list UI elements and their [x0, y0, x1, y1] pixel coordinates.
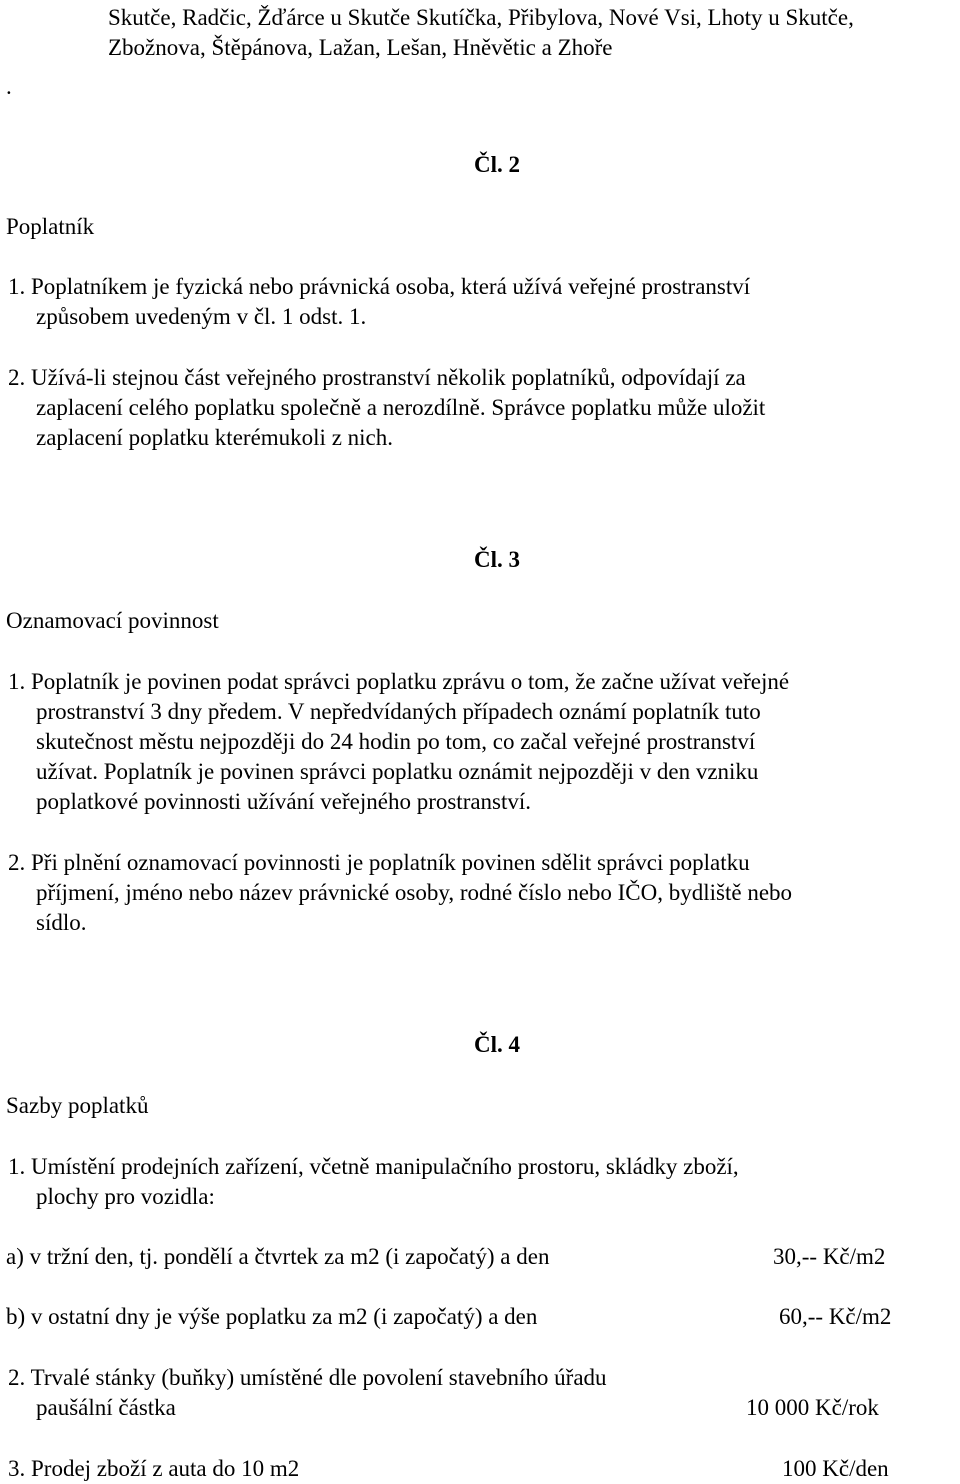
rate-2-value: 10 000 Kč/rok	[746, 1395, 879, 1420]
paragraph-line: sídlo.	[36, 910, 87, 935]
rate-2-label	[8, 1363, 607, 1423]
rate-3-value: 100 Kč/den	[782, 1456, 889, 1481]
paragraph-line: zaplacení poplatku kterémukoli z nich.	[36, 425, 394, 450]
article-3-heading: Čl. 3	[474, 547, 520, 572]
article-3-paragraph-1	[8, 667, 789, 817]
paragraph-line: 1. Umístění prodejních zařízení, včetně manipulačního prostoru, skládky zboží,	[8, 1154, 739, 1179]
intro-text	[108, 3, 854, 63]
rate-a-value: 30,-- Kč/m2	[773, 1244, 886, 1269]
article-4-heading: Čl. 4	[474, 1032, 520, 1057]
paragraph-line: poplatkové povinnosti užívání veřejného prostranství.	[36, 789, 532, 814]
intro-line-1: Skutče, Radčic, Žďárce u Skutče Skutíčka, Přibylova, Nové Vsi, Lhoty u Skutče,	[108, 5, 854, 30]
article-4-title: Sazby poplatků	[6, 1093, 149, 1118]
stray-dot: .	[6, 74, 12, 99]
article-2-paragraph-2	[8, 363, 765, 453]
paragraph-line: skutečnost městu nejpozději do 24 hodin po tom, co začal veřejné prostranství	[36, 729, 756, 754]
paragraph-line: 2. Trvalé stánky (buňky) umístěné dle povolení stavebního úřadu	[8, 1365, 607, 1390]
paragraph-line: 2. Užívá-li stejnou část veřejného prostranství několik poplatníků, odpovídají za	[8, 365, 746, 390]
paragraph-line: 1. Poplatníkem je fyzická nebo právnická osoba, která užívá veřejné prostranství	[8, 274, 751, 299]
paragraph-line: plochy pro vozidla:	[36, 1184, 215, 1209]
paragraph-line: užívat. Poplatník je povinen správci poplatku oznámit nejpozději v den vzniku	[36, 759, 759, 784]
rate-a-label: a) v tržní den, tj. pondělí a čtvrtek za m2 (i započatý) a den	[6, 1244, 550, 1269]
paragraph-line: paušální částka	[36, 1395, 176, 1420]
article-2-title: Poplatník	[6, 214, 95, 239]
rate-b-label: b) v ostatní dny je výše poplatku za m2 (i započatý) a den	[6, 1304, 538, 1329]
intro-line-2: Zbožnova, Štěpánova, Lažan, Lešan, Hněvětic a Zhoře	[108, 35, 613, 60]
rate-3-label: 3. Prodej zboží z auta do 10 m2	[8, 1456, 300, 1481]
paragraph-line: způsobem uvedeným v čl. 1 odst. 1.	[36, 304, 367, 329]
paragraph-line: zaplacení celého poplatku společně a nerozdílně. Správce poplatku může uložit	[36, 395, 766, 420]
article-3-title: Oznamovací povinnost	[6, 608, 219, 633]
paragraph-line: příjmení, jméno nebo název právnické osoby, rodné číslo nebo IČO, bydliště nebo	[36, 880, 793, 905]
paragraph-line: 1. Poplatník je povinen podat správci poplatku zprávu o tom, že začne užívat veřejné	[8, 669, 790, 694]
rate-b-value: 60,-- Kč/m2	[779, 1304, 892, 1329]
paragraph-line: 2. Při plnění oznamovací povinnosti je poplatník povinen sdělit správci poplatku	[8, 850, 750, 875]
article-3-paragraph-2	[8, 848, 792, 938]
article-2-paragraph-1	[8, 272, 750, 332]
article-4-paragraph-1	[8, 1152, 739, 1212]
paragraph-line: prostranství 3 dny předem. V nepředvídaných případech oznámí poplatník tuto	[36, 699, 761, 724]
article-2-heading: Čl. 2	[474, 152, 520, 177]
